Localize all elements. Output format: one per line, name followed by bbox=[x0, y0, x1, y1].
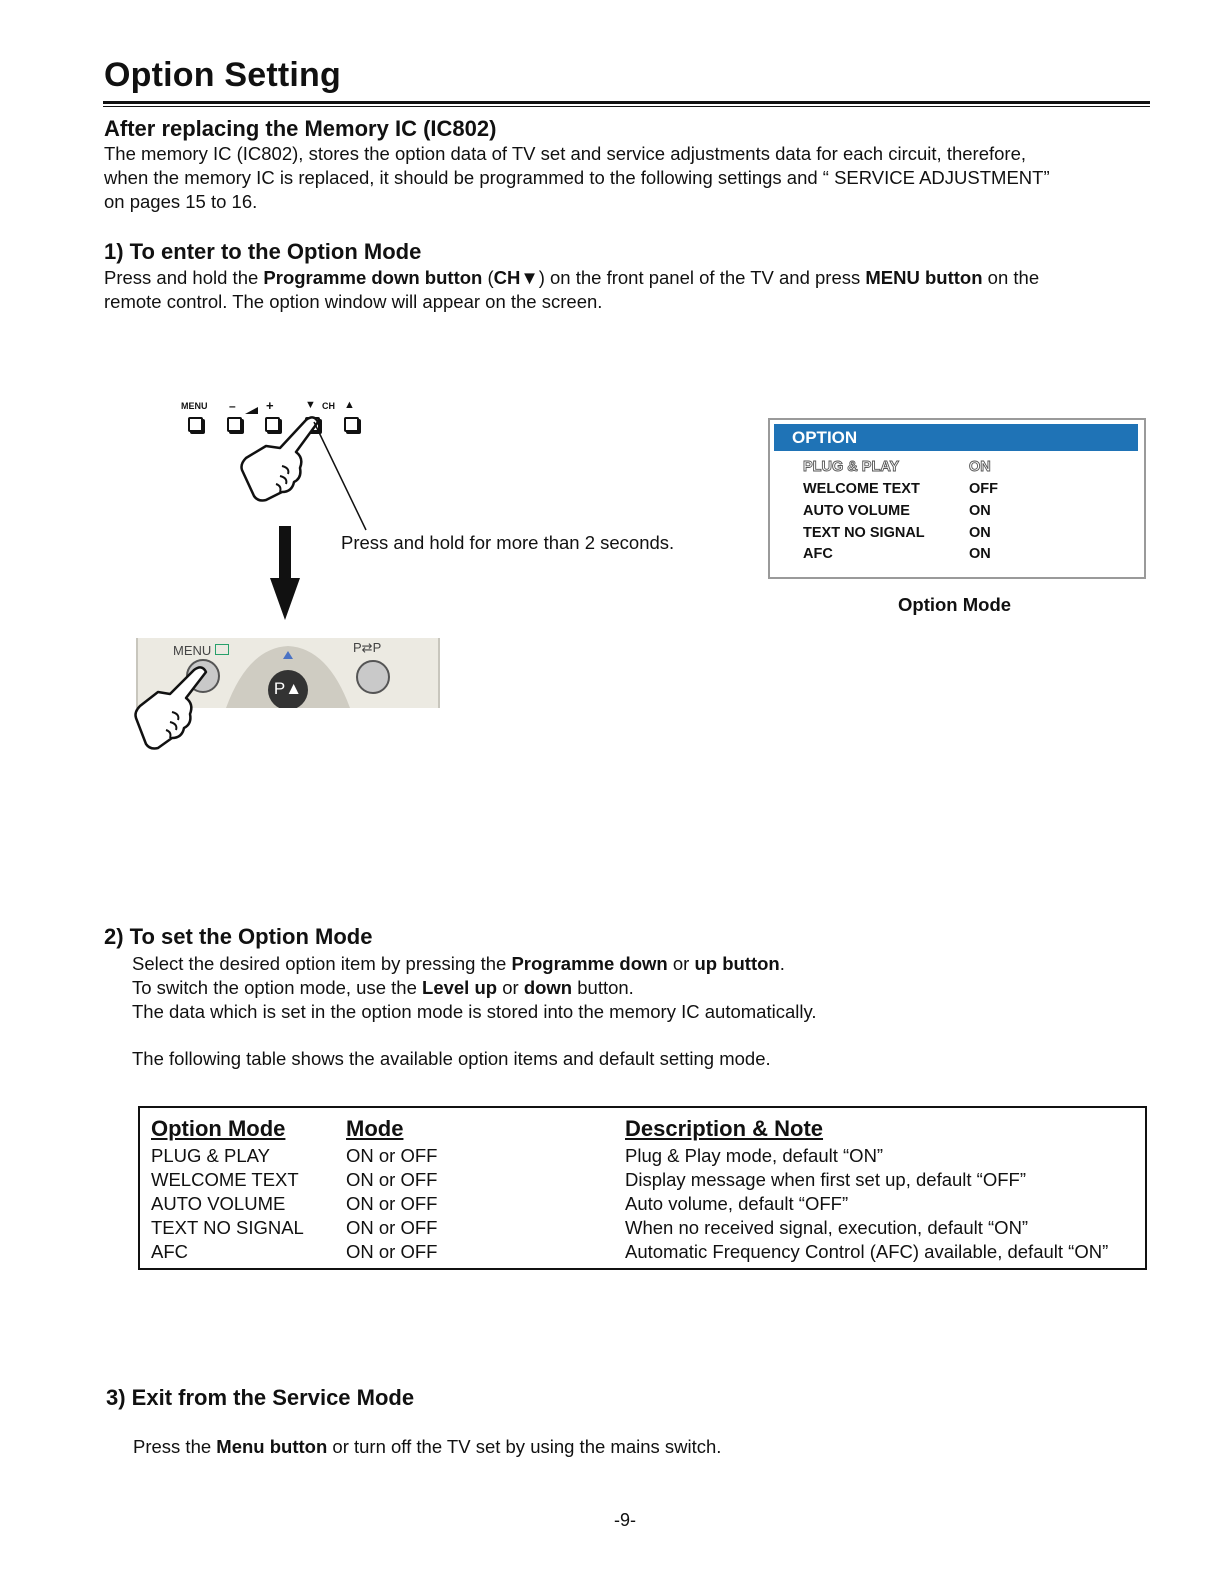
intro-paragraph bbox=[104, 142, 1164, 214]
option-row-plug-play[interactable] bbox=[803, 456, 1103, 478]
section3-line: Press the Menu button or turn off the TV set by using the mains switch. bbox=[133, 1436, 722, 1457]
option-table bbox=[138, 1106, 1147, 1270]
option-mode-caption: Option Mode bbox=[898, 594, 1012, 615]
table-cell: When no received signal, execution, default “ON” bbox=[625, 1217, 1029, 1238]
remote-pp-button[interactable] bbox=[356, 660, 390, 694]
section3-paragraph bbox=[133, 1435, 1133, 1459]
option-window-header: OPTION bbox=[774, 424, 1138, 451]
section3-heading: 3) Exit from the Service Mode bbox=[106, 1385, 415, 1410]
table-cell: Automatic Frequency Control (AFC) available, default “ON” bbox=[625, 1241, 1109, 1262]
panel-minus-label: – bbox=[229, 399, 236, 413]
option-label: AFC bbox=[803, 546, 833, 562]
remote-menu-label: MENU bbox=[173, 643, 212, 658]
section2-line: To switch the option mode, use the Level up or down button. bbox=[132, 977, 634, 998]
intro-line: when the memory IC is replaced, it should be programmed to the following settings and “ SERVICE ADJUSTMENT” bbox=[104, 167, 1050, 188]
callout-line bbox=[300, 418, 400, 543]
option-row-auto-volume[interactable] bbox=[803, 500, 1103, 522]
title-rule-thick bbox=[103, 101, 1150, 104]
table-cell: ON or OFF bbox=[346, 1193, 438, 1214]
table-cell: ON or OFF bbox=[346, 1217, 438, 1238]
table-header-option-mode: Option Mode bbox=[151, 1116, 286, 1141]
option-window bbox=[768, 418, 1146, 579]
option-value: ON bbox=[969, 459, 991, 475]
option-value: ON bbox=[969, 525, 991, 541]
intro-line: The memory IC (IC802), stores the option data of TV set and service adjustments data for each circuit, therefore, bbox=[104, 143, 1027, 164]
option-label: WELCOME TEXT bbox=[803, 481, 920, 497]
option-label: AUTO VOLUME bbox=[803, 503, 910, 519]
table-cell: WELCOME TEXT bbox=[151, 1169, 299, 1190]
title-rule-thin bbox=[103, 106, 1150, 107]
table-cell: Plug & Play mode, default “ON” bbox=[625, 1145, 884, 1166]
option-row-welcome-text[interactable] bbox=[803, 478, 1103, 500]
section1-heading: 1) To enter to the Option Mode bbox=[104, 239, 422, 264]
hand-pointer-icon bbox=[130, 660, 220, 760]
option-value: ON bbox=[969, 546, 991, 562]
table-cell: Auto volume, default “OFF” bbox=[625, 1193, 849, 1214]
page-number: -9- bbox=[614, 1510, 636, 1530]
section2-line: The data which is set in the option mode is stored into the memory IC automatically. bbox=[132, 1001, 817, 1022]
table-cell: ON or OFF bbox=[346, 1241, 438, 1262]
intro-heading: After replacing the Memory IC (IC802) bbox=[104, 116, 497, 141]
section2-heading: 2) To set the Option Mode bbox=[104, 924, 373, 949]
table-cell: Display message when first set up, default “OFF” bbox=[625, 1169, 1026, 1190]
remote-pp-label: P⇄P bbox=[353, 640, 382, 655]
table-cell: TEXT NO SIGNAL bbox=[151, 1217, 304, 1238]
panel-menu-label: MENU bbox=[181, 401, 208, 411]
panel-up-arrow-icon: ▲ bbox=[344, 399, 355, 411]
section1-paragraph bbox=[104, 266, 1174, 314]
intro-line: on pages 15 to 16. bbox=[104, 191, 258, 212]
option-value: OFF bbox=[969, 481, 998, 497]
section2-line: Select the desired option item by pressing the Programme down or up button. bbox=[132, 953, 785, 974]
option-row-text-no-signal[interactable] bbox=[803, 522, 1103, 544]
table-cell: AFC bbox=[151, 1241, 188, 1262]
table-header-description: Description & Note bbox=[625, 1116, 824, 1141]
section1-line2: remote control. The option window will appear on the screen. bbox=[104, 291, 603, 312]
table-cell: PLUG & PLAY bbox=[151, 1145, 270, 1166]
page-title: Option Setting bbox=[104, 56, 341, 94]
table-cell: ON or OFF bbox=[346, 1169, 438, 1190]
panel-plus-label: + bbox=[266, 398, 274, 413]
info-icon bbox=[215, 644, 229, 655]
section1-line1: Press and hold the Programme down button (CH▼) on the front panel of the TV and press MENU button on the bbox=[104, 267, 1040, 288]
table-cell: AUTO VOLUME bbox=[151, 1193, 286, 1214]
remote-p-up-button[interactable]: P▲ bbox=[268, 670, 308, 708]
section2-paragraph bbox=[132, 952, 1132, 1071]
panel-menu-button[interactable] bbox=[188, 417, 203, 432]
press-hold-note: Press and hold for more than 2 seconds. bbox=[341, 532, 675, 553]
option-value: ON bbox=[969, 503, 991, 519]
panel-ch-label: CH bbox=[322, 401, 335, 411]
arrow-down-icon bbox=[270, 526, 300, 627]
table-header-mode: Mode bbox=[346, 1116, 404, 1141]
option-row-afc[interactable] bbox=[803, 543, 1103, 565]
option-label: PLUG & PLAY bbox=[803, 459, 900, 475]
option-label: TEXT NO SIGNAL bbox=[803, 525, 925, 541]
table-cell: ON or OFF bbox=[346, 1145, 438, 1166]
section2-line: The following table shows the available option items and default setting mode. bbox=[132, 1048, 771, 1069]
panel-down-arrow-icon: ▼ bbox=[305, 399, 316, 411]
